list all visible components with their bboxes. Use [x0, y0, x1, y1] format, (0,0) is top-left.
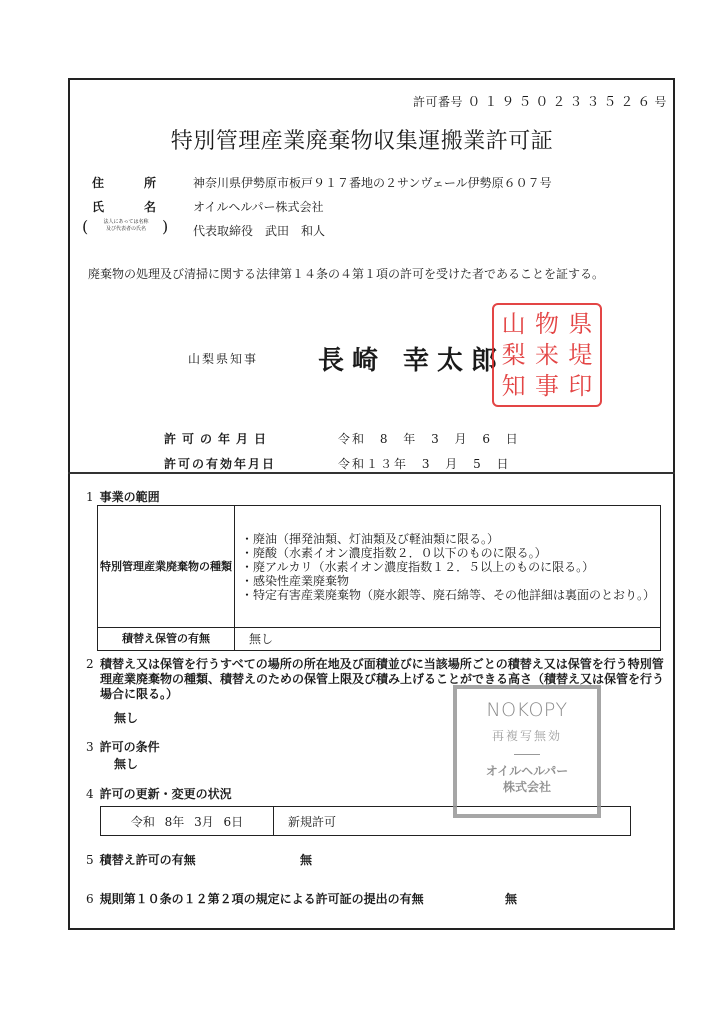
- permit-number-value: ０１９５０２３３５２６: [467, 95, 655, 110]
- seal-char: 山: [501, 309, 526, 338]
- storage-header: 積替え保管の有無: [98, 628, 235, 651]
- watermark-divider: [514, 754, 540, 755]
- section3-value: 無し: [114, 757, 139, 771]
- representative-name: 代表取締役 武田 和人: [193, 224, 326, 238]
- section6-number: 6: [86, 892, 94, 906]
- section5-heading: [86, 851, 196, 868]
- official-seal-stamp: [492, 303, 602, 407]
- seal-char: 来: [534, 340, 559, 369]
- open-paren: (: [82, 217, 89, 236]
- section3-heading: [86, 738, 160, 755]
- section1-heading: [86, 488, 160, 505]
- address-label-2: 所: [144, 176, 157, 190]
- section6-title: 規則第１０条の１２第２項の規定による許可証の提出の有無: [99, 892, 424, 906]
- address-value: 神奈川県伊勢原市板戸９１７番地の２サンヴェール伊勢原６０７号: [193, 176, 552, 190]
- list-item: ・感染性産業廃棄物: [241, 573, 350, 588]
- seal-char: 県: [568, 309, 593, 338]
- section5-number: 5: [86, 853, 94, 867]
- list-item: ・特定有害産業廃棄物（廃水銀等、廃石綿等、その他詳細は裏面のとおり。）: [241, 587, 656, 602]
- section4-heading: [86, 785, 232, 802]
- close-paren: ): [162, 217, 169, 236]
- section4-title: 許可の更新・変更の状況: [99, 787, 232, 801]
- seal-char: 堤: [568, 340, 593, 369]
- issuer-name: 長崎 幸太郎: [318, 346, 506, 376]
- permit-date-value: 令和 8 年 3 月 6 日: [338, 432, 520, 446]
- company-name: オイルヘルパー株式会社: [193, 200, 324, 214]
- section-divider: [68, 472, 675, 474]
- address-label-1: 住: [92, 176, 105, 190]
- valid-date-value: 令和１３年 3 月 5 日: [338, 457, 511, 471]
- watermark-main: NOKOPY: [486, 699, 568, 721]
- table-row: [98, 506, 661, 628]
- seal-char: 知: [501, 372, 526, 401]
- section3-title: 許可の条件: [99, 740, 160, 754]
- nocopy-watermark: [453, 685, 601, 818]
- section2-value: 無し: [114, 711, 139, 725]
- watermark-company-line2: 株式会社: [502, 780, 551, 794]
- list-item: ・廃酸（水素イオン濃度指数２．０以下のものに限る。）: [241, 545, 547, 560]
- history-status: 新規許可: [274, 807, 631, 836]
- section4-number: 4: [86, 787, 94, 801]
- section2-text: 積替え又は保管を行うすべての場所の所在地及び面積並びに当該場所ごとの積替え又は保管を行う特別管理産業廃棄物の種類、積替えのための保管上限及び積み上げることができる高さ（積替え又は保管を行う場合に限る。）: [100, 657, 665, 701]
- certification-statement: 廃棄物の処理及び清掃に関する法律第１４条の４第１項の許可を受けた者であることを証する。: [88, 267, 605, 281]
- table-row: [98, 628, 661, 651]
- name-label-1: 氏: [92, 200, 105, 214]
- history-date: 令和 8年 3月 6日: [101, 807, 274, 836]
- section6-heading: [86, 890, 424, 907]
- name-note-line1: 法人にあっては名称: [103, 219, 149, 225]
- list-item: ・廃アルカリ（水素イオン濃度指数１２．５以上のものに限る。）: [241, 559, 595, 574]
- watermark-company-line1: オイルヘルパー: [485, 764, 569, 778]
- waste-type-header: 特別管理産業廃棄物の種類: [98, 506, 235, 628]
- section6-value: 無: [505, 892, 518, 906]
- permit-number-label: 許可番号: [413, 95, 464, 109]
- seal-char: 梨: [501, 340, 526, 369]
- seal-char: 印: [568, 372, 593, 401]
- seal-char: 物: [534, 309, 559, 338]
- section1-title: 事業の範囲: [99, 490, 160, 504]
- valid-date-label: 許可の有効年月日: [164, 457, 277, 471]
- business-scope-table: [97, 505, 661, 651]
- section5-value: 無: [300, 853, 313, 867]
- section3-number: 3: [86, 740, 94, 754]
- permit-date-label: 許可の年月日: [164, 432, 273, 446]
- name-note: [96, 219, 156, 233]
- list-item: ・廃油（揮発油類、灯油類及び軽油類に限る。）: [241, 531, 500, 546]
- storage-value: 無し: [235, 628, 661, 651]
- watermark-sub: 再複写無効: [491, 729, 562, 743]
- seal-char: 事: [534, 372, 559, 401]
- name-note-line2: 及び代表者の氏名: [105, 226, 146, 232]
- section2-number: 2: [86, 657, 94, 671]
- document-title: 特別管理産業廃棄物収集運搬業許可証: [170, 129, 554, 154]
- section5-title: 積替え許可の有無: [99, 853, 196, 867]
- name-label-2: 名: [144, 200, 157, 214]
- permit-number: [413, 91, 667, 110]
- section1-number: 1: [86, 490, 94, 504]
- permit-number-suffix: 号: [654, 95, 667, 109]
- issuer-title: 山梨県知事: [188, 352, 259, 366]
- waste-type-list: [235, 506, 661, 628]
